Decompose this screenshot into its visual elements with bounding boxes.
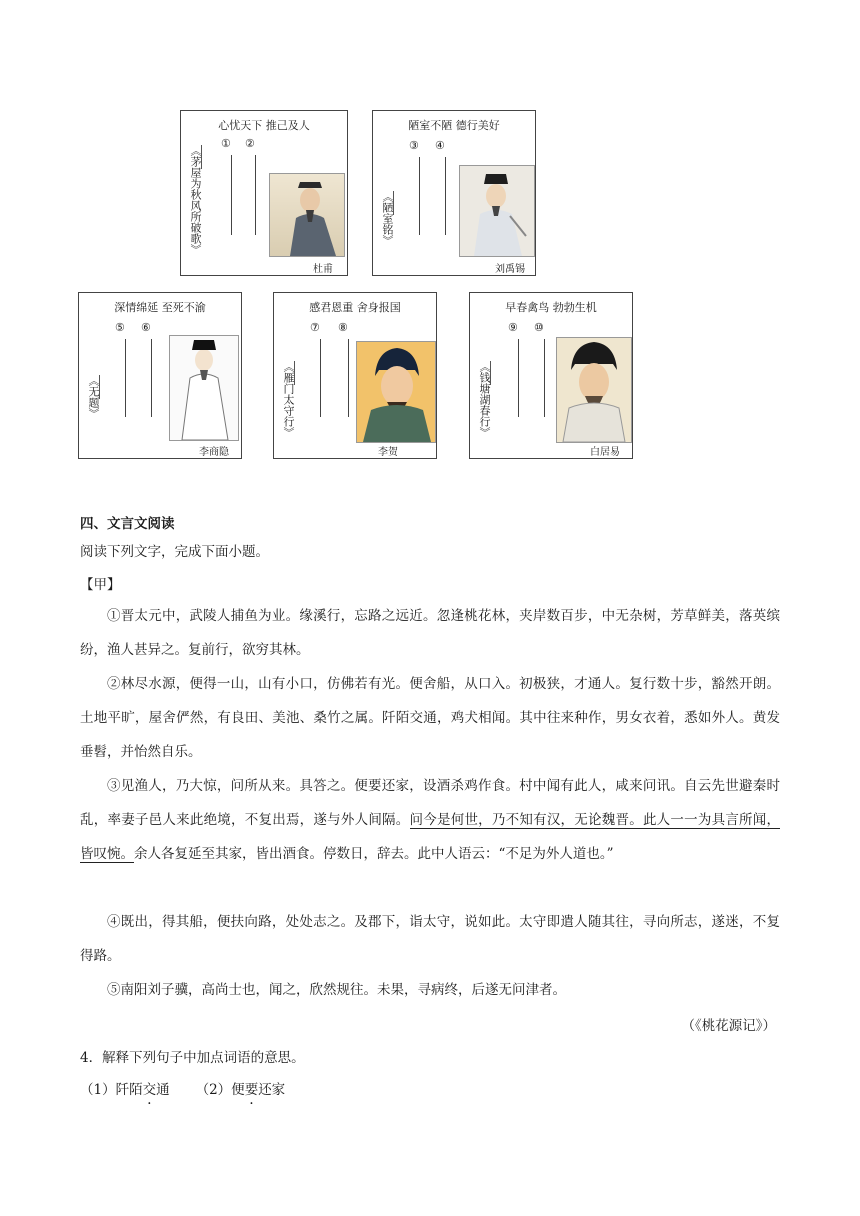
blank-line: [445, 157, 446, 235]
poet-name: 白居易: [590, 447, 620, 458]
card-title: 陋室不陋 德行美好: [408, 119, 500, 132]
blank-line: [320, 339, 321, 417]
portrait-li-he: [356, 341, 436, 443]
source-citation: （《桃花源记》）: [681, 1018, 776, 1034]
question-items: （1）阡陌交通 （2）便要还家: [80, 1082, 286, 1098]
blank-line: [255, 155, 256, 235]
passage-label: 【甲】: [80, 577, 121, 593]
instruction-text: 阅读下列文字，完成下面小题。: [80, 544, 269, 560]
work-title: 《无题》: [87, 375, 100, 419]
poet-name: 李商隐: [199, 447, 229, 458]
poet-name: 李贺: [378, 447, 398, 458]
blank-number: ⑩: [534, 321, 544, 334]
paragraph-3: ③见渔人，乃大惊，问所从来。具答之。便要还家，设酒杀鸡作食。村中闻有此人，咸来问讯。自云先世避秦时乱，率妻子邑人来此绝境，不复出焉，遂与外人间隔。问今是何世，乃不知有汉，无论魏晋。此人一一为具言所闻，皆叹惋。余人各复延至其家，皆出酒食。停数日，辞去。此中人语云：“不足为外人道也。”: [80, 778, 781, 862]
poet-card-li-he: [273, 292, 437, 459]
work-title: 《雁门太守行》: [282, 361, 295, 438]
paragraph-2: ②林尽水源，便得一山，山有小口，仿佛若有光。便舍船，从口入。初极狭，才通人。复行数十步，豁然开朗。土地平旷，屋舍俨然，有良田、美池、桑竹之属。阡陌交通，鸡犬相闻。其中往来种作，男女衣着，悉如外人。黄发垂髫，并怡然自乐。: [80, 676, 780, 760]
blank-number: ④: [435, 139, 445, 152]
poet-name: 杜甫: [313, 264, 333, 275]
blank-number: ⑥: [141, 321, 151, 334]
work-title: 《茅屋为秋风所破歌》: [189, 145, 202, 255]
poet-card-du-fu: [180, 110, 348, 276]
paragraph-4: ④既出，得其船，便扶向路，处处志之。及郡下，诣太守，说如此。太守即遣人随其往，寻向所志，遂迷，不复得路。: [80, 914, 780, 964]
portrait-du-fu: [269, 173, 345, 257]
blank-line: [125, 339, 126, 417]
blank-line: [151, 339, 152, 417]
work-title: 《钱塘湖春行》: [478, 361, 491, 438]
blank-line: [544, 339, 545, 417]
portrait-li-shangyin: [169, 335, 239, 441]
blank-number: ③: [409, 139, 419, 152]
blank-number: ⑨: [508, 321, 518, 334]
underlined-sentence: 问今是何世，乃不知有汉，无论魏晋。此人一一为具言所闻，皆叹惋。: [80, 812, 781, 862]
blank-number: ⑦: [310, 321, 320, 334]
paragraph-5: ⑤南阳刘子骥，高尚士也，闻之，欣然规往。未果，寻病终，后遂无问津者。: [107, 982, 566, 998]
blank-line: [231, 155, 232, 235]
dotted-word: 要: [244, 1082, 259, 1098]
card-title: 感君恩重 舍身报国: [309, 301, 401, 314]
card-title: 早春禽鸟 勃勃生机: [505, 301, 597, 314]
card-title: 心忧天下 推己及人: [218, 119, 310, 132]
section-heading: 四、文言文阅读: [80, 516, 175, 532]
paragraph-1: ①晋太元中，武陵人捕鱼为业。缘溪行，忘路之远近。忽逢桃花林，夹岸数百步，中无杂树，芳草鲜美，落英缤纷，渔人甚异之。复前行，欲穷其林。: [80, 608, 780, 658]
blank-number: ①: [221, 137, 231, 150]
blank-line: [348, 339, 349, 417]
blank-line: [419, 157, 420, 235]
blank-number: ⑧: [338, 321, 348, 334]
blank-line: [518, 339, 519, 417]
portrait-liu-yuxi: [459, 165, 535, 257]
dotted-word: 交: [142, 1082, 157, 1098]
question-stem: 4．解释下列句子中加点词语的意思。: [80, 1050, 305, 1066]
poet-card-liu-yuxi: [372, 110, 536, 276]
card-title: 深情绵延 至死不渝: [114, 301, 206, 314]
blank-number: ⑤: [115, 321, 125, 334]
poet-card-bai-juyi: [469, 292, 633, 459]
poet-card-li-shangyin: [78, 292, 242, 459]
portrait-bai-juyi: [556, 337, 632, 443]
work-title: 《陋室铭》: [381, 191, 394, 246]
poet-name: 刘禹锡: [495, 264, 525, 275]
blank-number: ②: [245, 137, 255, 150]
